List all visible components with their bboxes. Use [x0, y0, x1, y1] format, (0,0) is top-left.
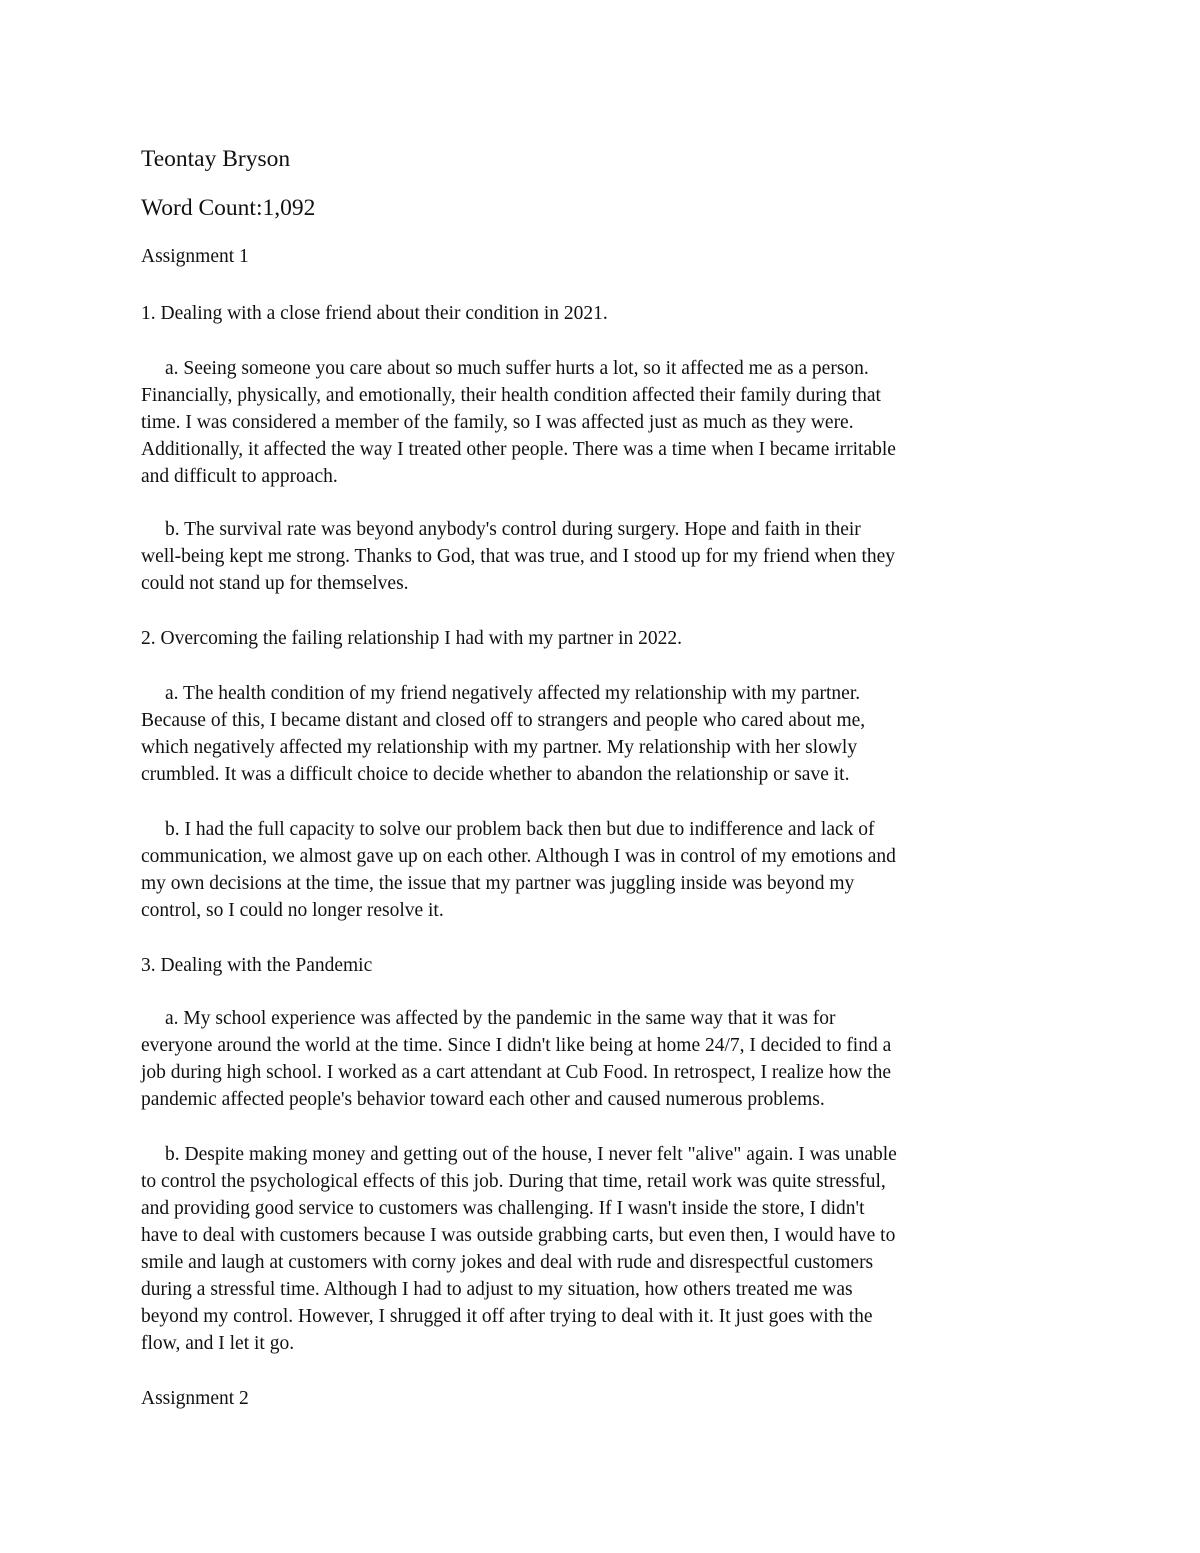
item-3-paragraph-b: b. Despite making money and getting out of the house, I never felt "alive" again. I was unable to control the psychological effects of this job. During that time, retail work was quite stressful, and providing good service to customers was challenging. If I wasn't inside the store, I didn't have to deal with customers because I was outside grabbing carts, but even then, I would have to smile and laugh at customers with corny jokes and deal with rude and disrespectful customers during a stressful time. Although I had to adjust to my situation, how others treated me was beyond my control. However, I shrugged it off after trying to deal with it. It just goes with the flow, and I let it go.: [141, 1144, 897, 1354]
author-name: Teontay Bryson: [141, 146, 291, 172]
item-3-title: 3. Dealing with the Pandemic: [141, 955, 373, 976]
item-1-title: 1. Dealing with a close friend about their condition in 2021.: [141, 303, 608, 324]
item-2-paragraph-b: b. I had the full capacity to solve our problem back then but due to indifference and lack of communication, we almost gave up on each other. Although I was in control of my emotions and my own decisions at the time, the issue that my partner was juggling inside was beyond my control, so I could no longer resolve it.: [141, 819, 896, 921]
assignment-1-heading: Assignment 1: [141, 246, 249, 267]
item-2-paragraph-a: a. The health condition of my friend negatively affected my relationship with my partner. Because of this, I became distant and closed off to strangers and people who cared about me, which negatively affected my relationship with my partner. My relationship with her slowly crumbled. It was a difficult choice to decide whether to abandon the relationship or save it.: [141, 683, 866, 785]
item-1-paragraph-b: b. The survival rate was beyond anybody's control during surgery. Hope and faith in their well-being kept me strong. Thanks to God, that was true, and I stood up for my friend when they could not stand up for themselves.: [141, 519, 896, 594]
word-count: Word Count:1,092: [141, 195, 316, 221]
item-1-paragraph-a: a. Seeing someone you care about so much suffer hurts a lot, so it affected me as a person. Financially, physically, and emotionally, their health condition affected their family during that time. I was considered a member of the family, so I was affected just as much as they were. Additionally, it affected the way I treated other people. There was a time when I became irritable and difficult to approach.: [141, 358, 896, 487]
assignment-2-heading: Assignment 2: [141, 1388, 249, 1409]
item-2-title: 2. Overcoming the failing relationship I had with my partner in 2022.: [141, 628, 683, 649]
item-3-paragraph-a: a. My school experience was affected by the pandemic in the same way that it was for everyone around the world at the time. Since I didn't like being at home 24/7, I decided to find a job during high school. I worked as a cart attendant at Cub Food. In retrospect, I realize how the pandemic affected people's behavior toward each other and caused numerous problems.: [141, 1008, 892, 1110]
